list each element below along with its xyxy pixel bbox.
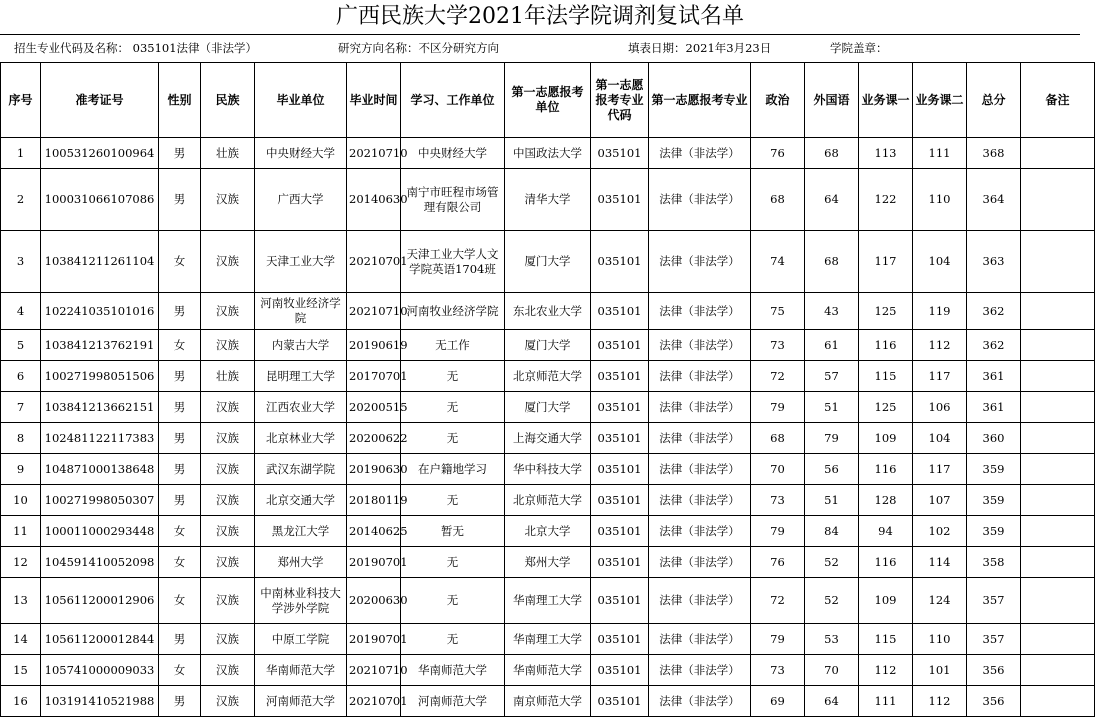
- table-cell: 华南理工大学: [505, 624, 591, 655]
- table-cell: 103191410521988: [41, 686, 159, 717]
- table-cell: 102241035101016: [41, 293, 159, 330]
- table-cell: 法律（非法学）: [649, 655, 751, 686]
- table-cell: 男: [159, 686, 201, 717]
- table-cell: 035101: [591, 231, 649, 293]
- table-cell: 法律（非法学）: [649, 138, 751, 169]
- table-cell: 035101: [591, 138, 649, 169]
- table-cell: 76: [751, 547, 805, 578]
- table-cell: 内蒙古大学: [255, 330, 347, 361]
- table-cell: 117: [913, 454, 967, 485]
- table-cell: 汉族: [201, 624, 255, 655]
- table-cell: 法律（非法学）: [649, 686, 751, 717]
- table-cell: 035101: [591, 423, 649, 454]
- table-cell: 4: [1, 293, 41, 330]
- table-cell: 法律（非法学）: [649, 361, 751, 392]
- table-cell: 法律（非法学）: [649, 578, 751, 624]
- table-cell: [1021, 578, 1095, 624]
- table-cell: 116: [859, 454, 913, 485]
- table-cell: 122: [859, 169, 913, 231]
- table-cell: 中国政法大学: [505, 138, 591, 169]
- table-cell: 华南师范大学: [401, 655, 505, 686]
- table-cell: 70: [751, 454, 805, 485]
- table-cell: 无工作: [401, 330, 505, 361]
- table-cell: [1021, 231, 1095, 293]
- table-cell: [1021, 169, 1095, 231]
- table-cell: 73: [751, 655, 805, 686]
- table-cell: 56: [805, 454, 859, 485]
- table-cell: 356: [967, 686, 1021, 717]
- table-cell: 68: [805, 231, 859, 293]
- table-cell: 北京师范大学: [505, 361, 591, 392]
- column-header: 第一志愿报考专业代码: [591, 63, 649, 138]
- major-info: 招生专业代码及名称： 035101法律（非法学）: [14, 41, 258, 55]
- table-cell: 104: [913, 231, 967, 293]
- table-cell: 法律（非法学）: [649, 169, 751, 231]
- table-cell: 103841213762191: [41, 330, 159, 361]
- table-cell: 125: [859, 392, 913, 423]
- table-cell: 100031066107086: [41, 169, 159, 231]
- table-cell: 20140625: [347, 516, 401, 547]
- table-cell: 110: [913, 169, 967, 231]
- table-cell: 河南牧业经济学院: [401, 293, 505, 330]
- table-cell: 汉族: [201, 485, 255, 516]
- table-cell: 厦门大学: [505, 392, 591, 423]
- table-cell: 112: [913, 686, 967, 717]
- table-cell: 368: [967, 138, 1021, 169]
- table-cell: 男: [159, 454, 201, 485]
- table-cell: 清华大学: [505, 169, 591, 231]
- table-cell: 女: [159, 547, 201, 578]
- table-cell: 112: [913, 330, 967, 361]
- table-cell: 20210710: [347, 293, 401, 330]
- table-cell: 法律（非法学）: [649, 454, 751, 485]
- table-cell: 华中科技大学: [505, 454, 591, 485]
- table-cell: 法律（非法学）: [649, 423, 751, 454]
- table-cell: 汉族: [201, 423, 255, 454]
- table-cell: 112: [859, 655, 913, 686]
- table-cell: 汉族: [201, 392, 255, 423]
- table-cell: 厦门大学: [505, 330, 591, 361]
- table-cell: 武汉东湖学院: [255, 454, 347, 485]
- table-cell: 035101: [591, 686, 649, 717]
- table-cell: 100531260100964: [41, 138, 159, 169]
- table-cell: 69: [751, 686, 805, 717]
- table-cell: 汉族: [201, 231, 255, 293]
- table-cell: 北京林业大学: [255, 423, 347, 454]
- table-cell: 103841211261104: [41, 231, 159, 293]
- table-cell: 20210710: [347, 655, 401, 686]
- table-cell: [1021, 686, 1095, 717]
- table-cell: 20170701: [347, 361, 401, 392]
- table-cell: 华南师范大学: [505, 655, 591, 686]
- table-cell: 无: [401, 624, 505, 655]
- table-cell: 5: [1, 330, 41, 361]
- column-header: 业务课二: [913, 63, 967, 138]
- table-cell: 汉族: [201, 169, 255, 231]
- table-cell: 河南师范大学: [255, 686, 347, 717]
- table-cell: 无: [401, 392, 505, 423]
- table-cell: 20190619: [347, 330, 401, 361]
- table-cell: 70: [805, 655, 859, 686]
- table-cell: 111: [859, 686, 913, 717]
- table-row: [1, 361, 1095, 392]
- table-cell: 北京交通大学: [255, 485, 347, 516]
- table-cell: 法律（非法学）: [649, 330, 751, 361]
- table-cell: 52: [805, 578, 859, 624]
- table-row: [1, 231, 1095, 293]
- table-row: [1, 169, 1095, 231]
- table-cell: 汉族: [201, 655, 255, 686]
- table-cell: 郑州大学: [505, 547, 591, 578]
- table-cell: 法律（非法学）: [649, 293, 751, 330]
- table-cell: 125: [859, 293, 913, 330]
- table-cell: 100011000293448: [41, 516, 159, 547]
- table-cell: 100271998050307: [41, 485, 159, 516]
- table-cell: 124: [913, 578, 967, 624]
- table-cell: 女: [159, 578, 201, 624]
- table-cell: 江西农业大学: [255, 392, 347, 423]
- table-cell: 360: [967, 423, 1021, 454]
- table-cell: 359: [967, 516, 1021, 547]
- table-cell: 357: [967, 624, 1021, 655]
- fill-date: 填表日期：2021年3月23日: [628, 41, 772, 55]
- column-header: 民族: [201, 63, 255, 138]
- table-cell: 79: [751, 624, 805, 655]
- table-cell: 华南理工大学: [505, 578, 591, 624]
- table-row: [1, 454, 1095, 485]
- table-cell: 79: [805, 423, 859, 454]
- table-row: [1, 138, 1095, 169]
- table-cell: 107: [913, 485, 967, 516]
- table-cell: 035101: [591, 392, 649, 423]
- table-cell: 郑州大学: [255, 547, 347, 578]
- table-cell: 天津工业大学人文学院英语1704班: [401, 231, 505, 293]
- column-header: 毕业时间: [347, 63, 401, 138]
- table-cell: 15: [1, 655, 41, 686]
- table-cell: 73: [751, 330, 805, 361]
- table-cell: 南京师范大学: [505, 686, 591, 717]
- table-cell: 116: [859, 330, 913, 361]
- table-cell: 3: [1, 231, 41, 293]
- table-cell: 8: [1, 423, 41, 454]
- table-cell: 法律（非法学）: [649, 392, 751, 423]
- table-row: [1, 330, 1095, 361]
- table-cell: [1021, 547, 1095, 578]
- table-cell: 72: [751, 361, 805, 392]
- table-cell: 汉族: [201, 578, 255, 624]
- table-cell: 男: [159, 392, 201, 423]
- table-cell: 101: [913, 655, 967, 686]
- page-title: 广西民族大学2021年法学院调剂复试名单: [0, 0, 1080, 35]
- table-cell: 114: [913, 547, 967, 578]
- table-cell: 105611200012844: [41, 624, 159, 655]
- table-cell: 女: [159, 231, 201, 293]
- column-header: 序号: [1, 63, 41, 138]
- column-header: 第一志愿报考专业: [649, 63, 751, 138]
- table-cell: 13: [1, 578, 41, 624]
- column-header: 学习、工作单位: [401, 63, 505, 138]
- table-cell: 中原工学院: [255, 624, 347, 655]
- table-cell: [1021, 454, 1095, 485]
- table-row: [1, 516, 1095, 547]
- table-cell: 汉族: [201, 293, 255, 330]
- table-cell: 男: [159, 485, 201, 516]
- table-cell: 363: [967, 231, 1021, 293]
- table-row: [1, 423, 1095, 454]
- table-cell: [1021, 423, 1095, 454]
- column-header: 政治: [751, 63, 805, 138]
- table-cell: 北京大学: [505, 516, 591, 547]
- table-cell: 84: [805, 516, 859, 547]
- table-cell: 117: [913, 361, 967, 392]
- table-cell: 361: [967, 361, 1021, 392]
- table-cell: 20190630: [347, 454, 401, 485]
- column-header: 毕业单位: [255, 63, 347, 138]
- table-cell: 61: [805, 330, 859, 361]
- table-cell: 104871000138648: [41, 454, 159, 485]
- table-cell: 女: [159, 516, 201, 547]
- table-cell: 男: [159, 293, 201, 330]
- candidate-table: [0, 62, 1095, 717]
- table-cell: 035101: [591, 624, 649, 655]
- table-cell: 男: [159, 624, 201, 655]
- table-row: [1, 547, 1095, 578]
- table-cell: 20210701: [347, 231, 401, 293]
- table-cell: 035101: [591, 578, 649, 624]
- table-cell: 20190701: [347, 547, 401, 578]
- table-cell: 109: [859, 423, 913, 454]
- table-cell: 115: [859, 624, 913, 655]
- table-cell: 51: [805, 392, 859, 423]
- table-cell: 57: [805, 361, 859, 392]
- table-cell: [1021, 138, 1095, 169]
- table-cell: 女: [159, 330, 201, 361]
- table-cell: 79: [751, 392, 805, 423]
- table-cell: 68: [805, 138, 859, 169]
- table-cell: 64: [805, 686, 859, 717]
- table-cell: 天津工业大学: [255, 231, 347, 293]
- table-cell: 111: [913, 138, 967, 169]
- table-cell: 105611200012906: [41, 578, 159, 624]
- table-cell: 法律（非法学）: [649, 231, 751, 293]
- table-cell: 119: [913, 293, 967, 330]
- column-header: 性别: [159, 63, 201, 138]
- column-header: 外国语: [805, 63, 859, 138]
- table-cell: 117: [859, 231, 913, 293]
- table-cell: 100271998051506: [41, 361, 159, 392]
- table-cell: 12: [1, 547, 41, 578]
- table-cell: 035101: [591, 293, 649, 330]
- table-cell: 20200630: [347, 578, 401, 624]
- table-cell: 汉族: [201, 547, 255, 578]
- table-cell: 53: [805, 624, 859, 655]
- table-cell: 7: [1, 392, 41, 423]
- table-cell: [1021, 485, 1095, 516]
- table-cell: 64: [805, 169, 859, 231]
- table-cell: 109: [859, 578, 913, 624]
- table-cell: 102: [913, 516, 967, 547]
- table-cell: 暂无: [401, 516, 505, 547]
- table-cell: [1021, 624, 1095, 655]
- table-cell: 法律（非法学）: [649, 516, 751, 547]
- column-header: 第一志愿报考单位: [505, 63, 591, 138]
- table-cell: 男: [159, 138, 201, 169]
- table-cell: 359: [967, 485, 1021, 516]
- table-cell: 11: [1, 516, 41, 547]
- table-cell: 无: [401, 361, 505, 392]
- table-header: [1, 63, 1095, 138]
- table-cell: 南宁市旺程市场管理有限公司: [401, 169, 505, 231]
- table-cell: 116: [859, 547, 913, 578]
- table-cell: 113: [859, 138, 913, 169]
- table-cell: 51: [805, 485, 859, 516]
- table-cell: 035101: [591, 516, 649, 547]
- table-cell: 52: [805, 547, 859, 578]
- table-cell: 9: [1, 454, 41, 485]
- table-cell: 79: [751, 516, 805, 547]
- table-cell: 72: [751, 578, 805, 624]
- table-cell: 94: [859, 516, 913, 547]
- table-cell: 无: [401, 485, 505, 516]
- table-cell: 359: [967, 454, 1021, 485]
- table-cell: 无: [401, 547, 505, 578]
- table-cell: 43: [805, 293, 859, 330]
- table-row: [1, 578, 1095, 624]
- column-header: 总分: [967, 63, 1021, 138]
- table-cell: 75: [751, 293, 805, 330]
- table-cell: 115: [859, 361, 913, 392]
- table-cell: 76: [751, 138, 805, 169]
- table-row: [1, 293, 1095, 330]
- table-cell: 73: [751, 485, 805, 516]
- table-row: [1, 485, 1095, 516]
- table-cell: 035101: [591, 169, 649, 231]
- table-cell: 10: [1, 485, 41, 516]
- table-cell: [1021, 293, 1095, 330]
- research-direction: 研究方向名称：不区分研究方向: [338, 41, 499, 55]
- table-cell: 壮族: [201, 138, 255, 169]
- table-cell: 035101: [591, 547, 649, 578]
- table-cell: [1021, 516, 1095, 547]
- table-cell: 1: [1, 138, 41, 169]
- table-cell: 362: [967, 293, 1021, 330]
- college-stamp: 学院盖章：: [830, 41, 888, 55]
- table-cell: 035101: [591, 361, 649, 392]
- table-cell: 035101: [591, 485, 649, 516]
- table-cell: 106: [913, 392, 967, 423]
- table-cell: 华南师范大学: [255, 655, 347, 686]
- table-cell: 104: [913, 423, 967, 454]
- table-cell: 无: [401, 423, 505, 454]
- table-cell: 昆明理工大学: [255, 361, 347, 392]
- table-row: [1, 686, 1095, 717]
- table-cell: 2: [1, 169, 41, 231]
- table-cell: 104591410052098: [41, 547, 159, 578]
- table-cell: 105741000009033: [41, 655, 159, 686]
- table-cell: 汉族: [201, 454, 255, 485]
- table-cell: 68: [751, 169, 805, 231]
- table-cell: 广西大学: [255, 169, 347, 231]
- table-cell: 357: [967, 578, 1021, 624]
- table-cell: 74: [751, 231, 805, 293]
- table-cell: 20200622: [347, 423, 401, 454]
- table-cell: 356: [967, 655, 1021, 686]
- table-cell: 20140630: [347, 169, 401, 231]
- table-cell: 20210701: [347, 686, 401, 717]
- table-cell: 103841213662151: [41, 392, 159, 423]
- table-cell: 无: [401, 578, 505, 624]
- table-cell: 128: [859, 485, 913, 516]
- table-cell: 16: [1, 686, 41, 717]
- table-cell: 中央财经大学: [255, 138, 347, 169]
- form-meta: [0, 35, 1080, 61]
- table-cell: 汉族: [201, 686, 255, 717]
- table-cell: 68: [751, 423, 805, 454]
- table-cell: [1021, 330, 1095, 361]
- table-cell: 北京师范大学: [505, 485, 591, 516]
- table-row: [1, 655, 1095, 686]
- table-cell: 女: [159, 655, 201, 686]
- table-cell: 壮族: [201, 361, 255, 392]
- table-cell: 361: [967, 392, 1021, 423]
- table-cell: 中南林业科技大学涉外学院: [255, 578, 347, 624]
- table-cell: 东北农业大学: [505, 293, 591, 330]
- table-cell: 男: [159, 169, 201, 231]
- table-cell: 358: [967, 547, 1021, 578]
- table-cell: 14: [1, 624, 41, 655]
- table-cell: 20180119: [347, 485, 401, 516]
- table-cell: 20210710: [347, 138, 401, 169]
- table-cell: 中央财经大学: [401, 138, 505, 169]
- table-cell: [1021, 361, 1095, 392]
- column-header: 业务课一: [859, 63, 913, 138]
- table-cell: 汉族: [201, 516, 255, 547]
- table-cell: 035101: [591, 330, 649, 361]
- table-cell: 河南师范大学: [401, 686, 505, 717]
- table-cell: 110: [913, 624, 967, 655]
- table-cell: 20200515: [347, 392, 401, 423]
- table-cell: 上海交通大学: [505, 423, 591, 454]
- column-header: 备注: [1021, 63, 1095, 138]
- table-cell: 6: [1, 361, 41, 392]
- table-cell: 法律（非法学）: [649, 547, 751, 578]
- table-cell: 法律（非法学）: [649, 624, 751, 655]
- table-cell: [1021, 392, 1095, 423]
- table-cell: 汉族: [201, 330, 255, 361]
- table-cell: [1021, 655, 1095, 686]
- table-cell: 364: [967, 169, 1021, 231]
- table-cell: 362: [967, 330, 1021, 361]
- table-cell: 035101: [591, 454, 649, 485]
- table-cell: 20190701: [347, 624, 401, 655]
- table-row: [1, 392, 1095, 423]
- table-cell: 法律（非法学）: [649, 485, 751, 516]
- table-row: [1, 624, 1095, 655]
- table-cell: 在户籍地学习: [401, 454, 505, 485]
- table-cell: 035101: [591, 655, 649, 686]
- table-cell: 男: [159, 423, 201, 454]
- table-cell: 黑龙江大学: [255, 516, 347, 547]
- table-cell: 102481122117383: [41, 423, 159, 454]
- table-cell: 男: [159, 361, 201, 392]
- table-cell: 河南牧业经济学院: [255, 293, 347, 330]
- column-header: 准考证号: [41, 63, 159, 138]
- table-cell: 厦门大学: [505, 231, 591, 293]
- table-body: [1, 138, 1095, 717]
